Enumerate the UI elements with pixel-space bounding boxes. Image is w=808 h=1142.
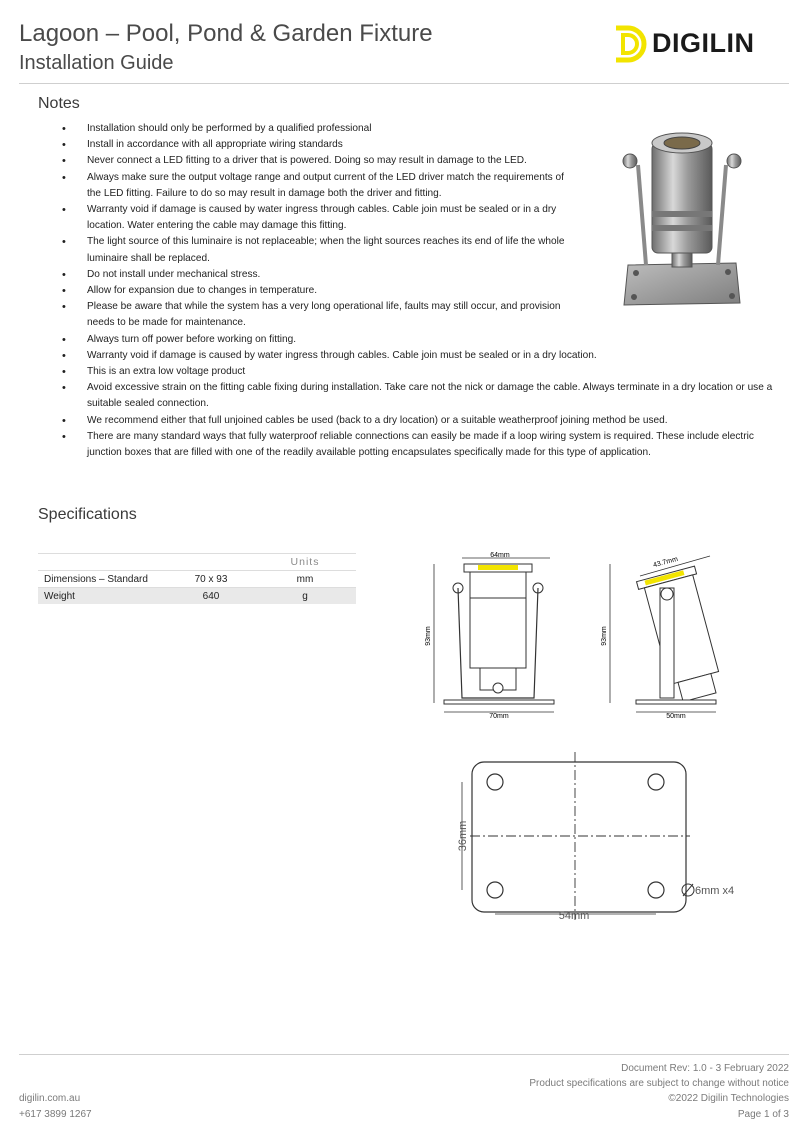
- spec-value: 70 x 93: [168, 571, 254, 588]
- list-item: • The light source of this luminaire is not replaceable; when the light sources reaches its end of life the whole luminaire shall be replaced.: [62, 234, 577, 266]
- hole-dimension: 6mm x4: [695, 885, 735, 897]
- copyright: ©2022 Digilin Technologies: [668, 1093, 789, 1104]
- spec-label: Weight: [38, 588, 168, 605]
- website-link[interactable]: digilin.com.au: [19, 1093, 81, 1104]
- specifications-table: [38, 553, 356, 604]
- digilin-logo: [612, 22, 788, 66]
- list-item: • Always turn off power before working on fitting.: [62, 332, 777, 348]
- list-item: • Warranty void if damage is caused by water ingress through cables. Cable join must be sealed or in a dry location.: [62, 348, 777, 364]
- units-header: Units: [254, 554, 356, 571]
- spec-value: 640: [168, 588, 254, 605]
- specifications-heading: Specifications: [38, 506, 137, 523]
- list-item: • There are many standard ways that fully waterproof reliable connections can easily be made if a loop wiring system is required. These include electric junction boxes that are filled with one of the readily available potting encapsulates specifically made for this type of application.: [62, 429, 777, 461]
- front-height-dimension: 93mm: [425, 626, 432, 646]
- list-item: • Install in accordance with all appropriate wiring standards: [62, 137, 577, 153]
- table-header-row: [38, 554, 356, 571]
- table-row: [38, 571, 356, 588]
- list-item: • This is an extra low voltage product: [62, 364, 777, 380]
- side-base-dimension: 50mm: [666, 713, 686, 718]
- list-item: • Please be aware that while the system has a very long operational life, faults may still occur, and provision needs to be made for maintenance.: [62, 299, 577, 331]
- footer-divider: [19, 1054, 789, 1055]
- product-image: [608, 125, 758, 310]
- side-view-diagram: [600, 548, 730, 718]
- list-item: • Warranty void if damage is caused by water ingress through cables. Cable join must be sealed or in a dry location. Water entering the cable may damage this fitting.: [62, 202, 577, 234]
- notes-heading: Notes: [38, 95, 80, 112]
- base-width-dimension: 54mm: [558, 910, 590, 922]
- spec-unit: mm: [254, 571, 356, 588]
- front-base-dimension: 70mm: [489, 713, 509, 718]
- list-item: • We recommend either that full unjoined cables be used (back to a dry location) or a suitable weatherproof joining method be used.: [62, 413, 777, 429]
- page-subtitle: Installation Guide: [19, 52, 174, 74]
- front-top-dimension: 64mm: [490, 552, 510, 559]
- list-item: • Do not install under mechanical stress.: [62, 267, 577, 283]
- base-height-dimension: 36mm: [457, 820, 469, 852]
- list-item: • Avoid excessive strain on the fitting cable fixing during installation. Take care not the nick or damage the cable. Always terminate in a dry location or use a suitable sealed connection.: [62, 380, 777, 412]
- list-item: • Installation should only be performed by a qualified professional: [62, 121, 577, 137]
- list-item: • Allow for expansion due to changes in temperature.: [62, 283, 577, 299]
- header-divider: [19, 83, 789, 84]
- page-title: Lagoon – Pool, Pond & Garden Fixture: [19, 20, 433, 47]
- disclaimer: Product specifications are subject to change without notice: [529, 1078, 789, 1089]
- table-row: [38, 588, 356, 605]
- logo-wordmark: DIGILIN: [652, 28, 755, 58]
- phone-number: +617 3899 1267: [19, 1109, 92, 1120]
- document-revision: Document Rev: 1.0 - 3 February 2022: [621, 1063, 789, 1074]
- list-item: • Never connect a LED fitting to a driver that is powered. Doing so may result in damage to the LED.: [62, 153, 577, 169]
- side-top-dimension: 43.7mm: [652, 555, 679, 570]
- base-plate-diagram: [440, 748, 750, 928]
- page-number: Page 1 of 3: [737, 1109, 789, 1120]
- digilin-logo-mark-icon: [612, 22, 650, 66]
- side-height-dimension: 93mm: [601, 626, 608, 646]
- spec-label: Dimensions – Standard: [38, 571, 168, 588]
- spec-unit: g: [254, 588, 356, 605]
- list-item: • Always make sure the output voltage range and output current of the LED driver match the requirements of the LED fitting. Failure to do so may result in damage both the driver and fitting.: [62, 170, 577, 202]
- front-view-diagram: [420, 548, 570, 718]
